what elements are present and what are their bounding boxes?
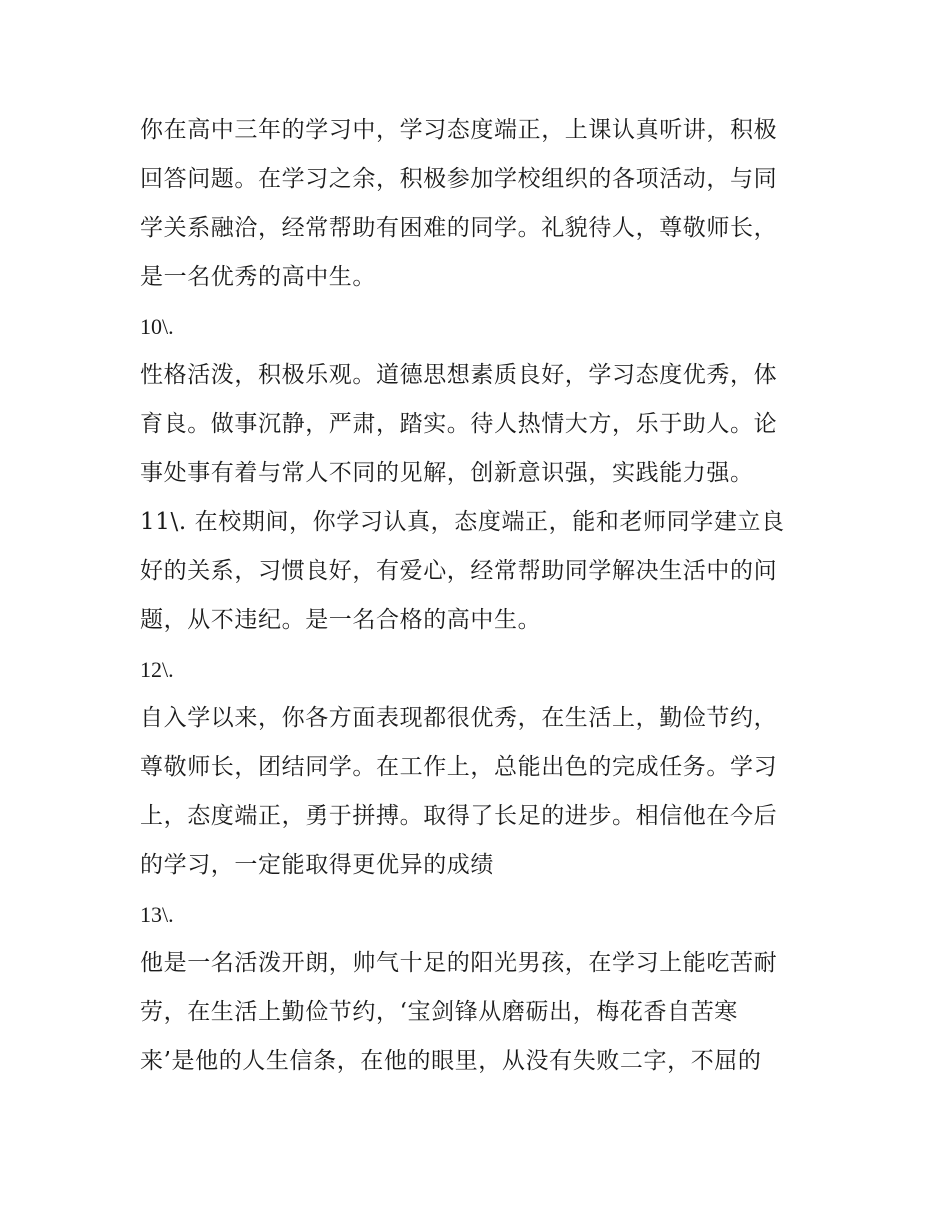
text-line: 回答问题。在学习之余，积极参加学校组织的各项活动，与同 <box>140 166 778 192</box>
text-line: 11\. 在校期间，你学习认真，态度端正，能和老师同学建立良 <box>140 509 785 535</box>
text-line: 是一名优秀的高中生。 <box>140 264 376 290</box>
text-line: 育良。做事沉静，严肃，踏实。待人热情大方，乐于助人。论 <box>140 411 778 437</box>
text-line: 尊敬师长，团结同学。在工作上，总能出色的完成任务。学习 <box>140 754 778 780</box>
text-line: 上，态度端正，勇于拼搏。取得了长足的进步。相信他在今后 <box>140 803 778 829</box>
text-line: 好的关系，习惯良好，有爱心，经常帮助同学解决生活中的问 <box>140 558 778 584</box>
text-line: 事处事有着与常人不同的见解，创新意识强，实践能力强。 <box>140 460 754 486</box>
text-line: 来’是他的人生信条，在他的眼里，从没有失败二字，不屈的 <box>140 1048 762 1074</box>
item-number: 13\. <box>140 902 174 927</box>
text-line: 自入学以来，你各方面表现都很优秀，在生活上，勤俭节约， <box>140 705 778 731</box>
text-line: 的学习，一定能取得更优异的成绩 <box>140 852 494 878</box>
item-number: 10\. <box>140 314 174 339</box>
item-number: 12\. <box>140 657 174 682</box>
text-line: 他是一名活泼开朗，帅气十足的阳光男孩，在学习上能吃苦耐 <box>140 950 778 976</box>
text-line: 学关系融洽，经常帮助有困难的同学。礼貌待人，尊敬师长， <box>140 215 778 241</box>
text-line: 劳，在生活上勤俭节约，‘宝剑锋从磨砺出，梅花香自苦寒 <box>140 999 738 1025</box>
document-body <box>140 106 830 1086</box>
text-line: 你在高中三年的学习中，学习态度端正，上课认真听讲，积极 <box>140 117 778 143</box>
text-line: 题，从不违纪。是一名合格的高中生。 <box>140 607 542 633</box>
text-line: 性格活泼，积极乐观。道德思想素质良好，学习态度优秀，体 <box>140 362 778 388</box>
